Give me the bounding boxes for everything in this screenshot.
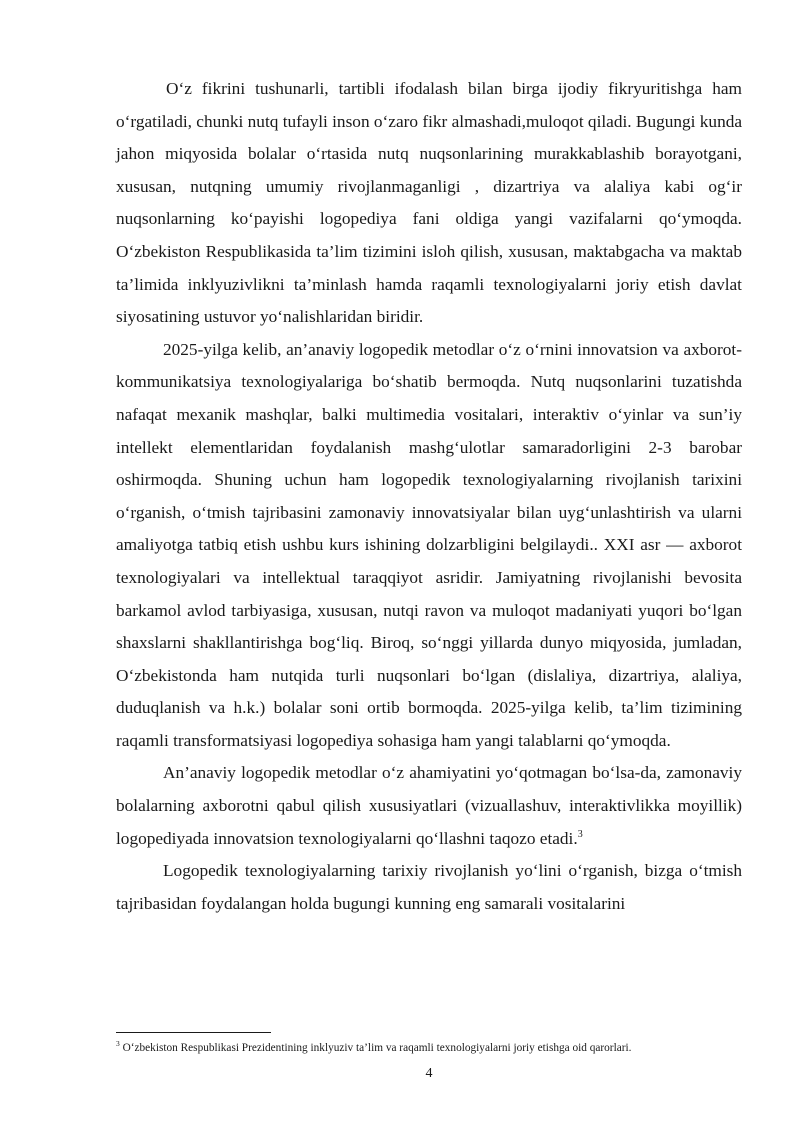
paragraph [116, 757, 742, 855]
paragraph-text: An’anaviy logopedik metodlar o‘z ahamiyatini yo‘qotmagan bo‘lsa-da, zamonaviy bolalarning axborotni qabul qilish xususiyatlari (vizuallashuv, interaktivlikka moyillik) logopediyada innovatsion texnologiyalarni qo‘llashni taqozo etadi. [116, 763, 742, 848]
page-number: 4 [425, 1066, 433, 1081]
footnote-text: O‘zbekiston Respublikasi Prezidentining inklyuziv ta’lim va raqamli texnologiyalarni joriy etishga oid qarorlari. [122, 1042, 632, 1054]
footnote-reference: 3 [577, 828, 583, 840]
footnote [116, 1041, 756, 1055]
body-text [116, 73, 742, 920]
footnote-marker: 3 [116, 1039, 120, 1049]
paragraph-text: O‘z fikrini tushunarli, tartibli ifodalash bilan birga ijodiy fikryuritishga ham o‘rgatiladi, chunki nutq tufayli inson o‘zaro fikr almashadi,muloqot qiladi. Bugungi kunda jahon miqyosida bolalar o‘rtasida nutq nuqsonlarining murakkablashib borayotgani, xususan, nutqning umumiy rivojlanmaganligi , dizartriya va alaliya kabi og‘ir nuqsonlarning ko‘payishi logopediya fani oldiga yangi vazifalarni qo‘ymoqda. O‘zbekiston Respublikasida ta’lim tizimini isloh qilish, xususan, maktabgacha va maktab ta’limida inklyuzivlikni ta’minlash hamda raqamli texnologiyalarni joriy etish davlat siyosatining ustuvor yo‘nalishlaridan biridir. [116, 79, 743, 327]
paragraph [116, 73, 742, 334]
paragraph [116, 334, 742, 758]
paragraph-text: 2025-yilga kelib, an’anaviy logopedik metodlar o‘z o‘rnini innovatsion va axborot-kommunikatsiya texnologiyalariga bo‘shatib bermoqda. Nutq nuqsonlarini tuzatishda nafaqat mexanik mashqlar, balki multimedia vositalari, interaktiv o‘yinlar va sun’iy intellekt elementlaridan foydalanish mashg‘ulotlar samaradorligini 2-3 barobar oshirmoqda. Shuning uchun ham logopedik texnologiyalarning rivojlanish tarixini o‘rganish, o‘tmish tajribasini zamonaviy innovatsiyalar bilan uyg‘unlashtirish va ularni amaliyotga tatbiq etish ushbu kurs ishining dolzarbligini belgilaydi.. XXI asr — axborot texnologiyalari va intellektual taraqqiyot asridir. Jamiyatning rivojlanishi bevosita barkamol avlod tarbiyasiga, xususan, nutqi ravon va muloqot madaniyati yuqori bo‘lgan shaxslarni shakllantirishga bog‘liq. Biroq, so‘nggi yillarda dunyo miqyosida, jumladan, O‘zbekistonda ham nutqida turli nuqsonlari bo‘lgan (dislaliya, dizartriya, alaliya, duduqlanish va h.k.) bolalar soni ortib bormoqda. 2025-yilga kelib, ta’lim tizimining raqamli transformatsiyasi logopediya sohasiga ham yangi talablarni qo‘ymoqda. [116, 339, 742, 750]
paragraph [116, 855, 742, 920]
footnote-separator [116, 1032, 271, 1033]
paragraph-text: Logopedik texnologiyalarning tarixiy rivojlanish yo‘lini o‘rganish, bizga o‘tmish tajribasidan foydalangan holda bugungi kunning eng samarali vositalarini [116, 861, 742, 913]
